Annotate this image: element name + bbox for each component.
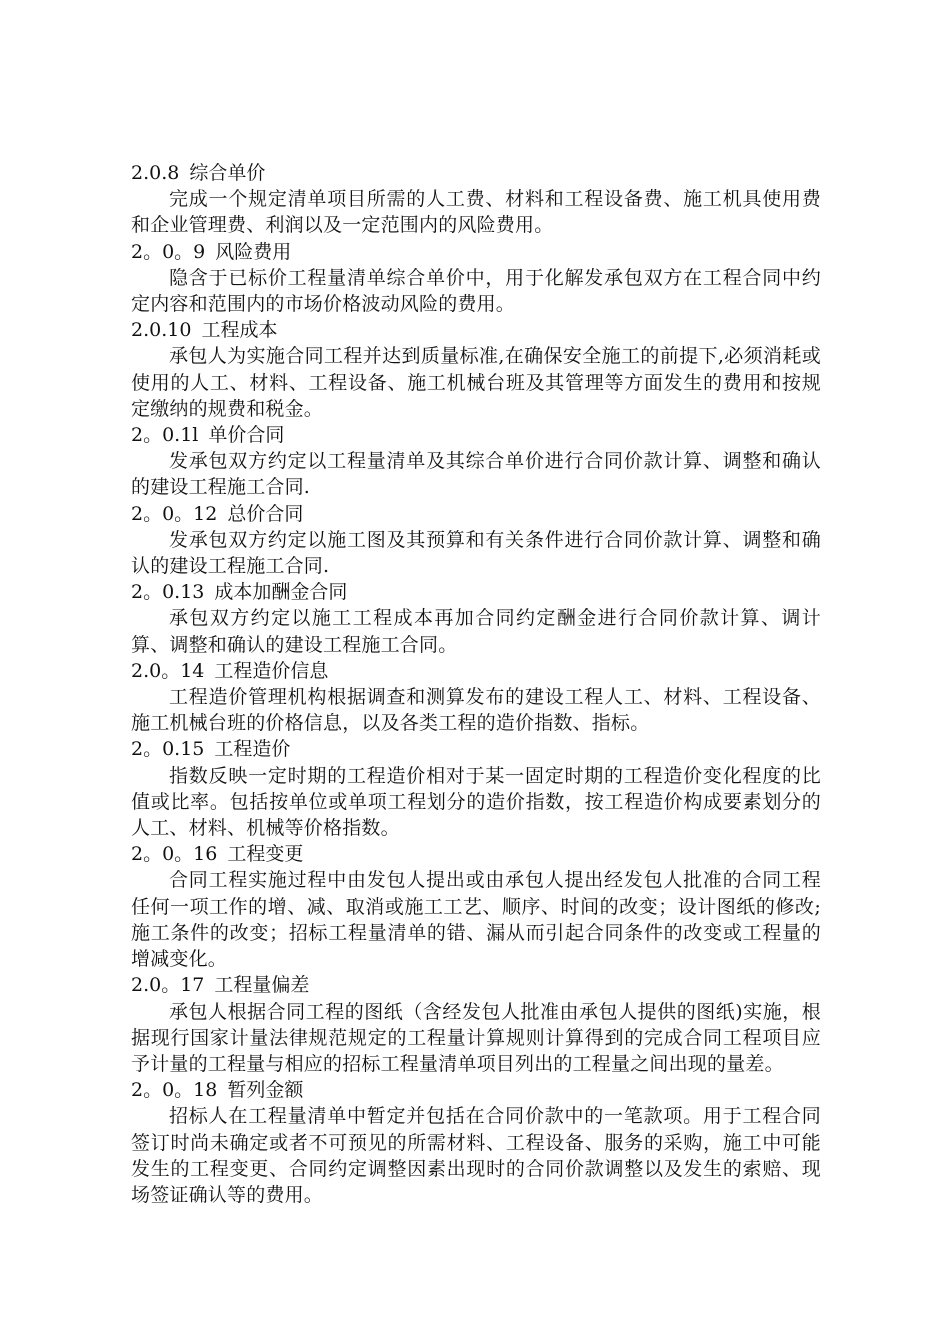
term-section (131, 160, 821, 239)
term-definition: 指数反映一定时期的工程造价相对于某一固定时期的工程造价变化程度的比值或比率。包括按单位或单项工程划分的造价指数，按工程造价构成要素划分的人工、材料、机械等价格指数。 (131, 764, 821, 840)
term-section (131, 422, 821, 501)
term-name: 总价合同 (227, 502, 304, 525)
term-name: 暂列金额 (227, 1079, 304, 1102)
term-number: 2。0。18 (131, 1079, 218, 1102)
term-heading (131, 501, 821, 527)
term-number: 2.0.10 (131, 319, 192, 342)
term-name: 成本加酬金合同 (214, 581, 348, 604)
term-section (131, 501, 821, 580)
term-name: 综合单价 (189, 162, 266, 184)
term-section (131, 317, 821, 422)
term-number: 2。0。9 (131, 240, 206, 263)
term-heading (131, 239, 821, 265)
term-section (131, 841, 821, 972)
term-heading (131, 841, 821, 867)
term-heading (131, 160, 821, 186)
term-name: 风险费用 (215, 240, 292, 263)
term-name: 工程造价 (214, 738, 291, 761)
term-section (131, 239, 821, 318)
term-number: 2.0。17 (131, 974, 205, 997)
term-definition: 合同工程实施过程中由发包人提出或由承包人提出经发包人批准的合同工程任何一项工作的增、减、取消或施工工艺、顺序、时间的改变；设计图纸的修改;施工条件的改变；招标工程量清单的错、漏从而引起合同条件的改变或工程量的增减变化。 (131, 869, 821, 971)
term-number: 2。0。12 (131, 502, 218, 525)
term-heading (131, 422, 821, 448)
term-number: 2。0.15 (131, 738, 205, 761)
term-number: 2。0.13 (131, 581, 205, 604)
term-heading (131, 658, 821, 684)
term-number: 2.0。14 (131, 659, 205, 682)
term-section (131, 1077, 821, 1208)
term-name: 工程造价信息 (214, 659, 329, 682)
term-heading (131, 736, 821, 762)
term-section (131, 972, 821, 1077)
term-name: 单价合同 (208, 424, 285, 447)
document-page (131, 160, 821, 1208)
term-heading (131, 1077, 821, 1103)
term-name: 工程变更 (227, 843, 304, 866)
term-number: 2。0。16 (131, 843, 218, 866)
term-section (131, 579, 821, 658)
term-definition: 承包人根据合同工程的图纸（含经发包人批准由承包人提供的图纸)实施，根据现行国家计量法律规范规定的工程量计算规则计算得到的完成合同工程项目应予计量的工程量与相应的招标工程量清单项目列出的工程量之间出现的量差。 (131, 1000, 821, 1075)
term-definition: 完成一个规定清单项目所需的人工费、材料和工程设备费、施工机具使用费和企业管理费、利润以及一定范围内的风险费用。 (131, 188, 821, 237)
term-number: 2.0.8 (131, 162, 180, 184)
term-definition: 工程造价管理机构根据调查和测算发布的建设工程人工、材料、工程设备、施工机械台班的价格信息，以及各类工程的造价指数、指标。 (131, 686, 821, 735)
term-definition: 发承包双方约定以施工图及其预算和有关条件进行合同价款计算、调整和确认的建设工程施工合同. (131, 528, 821, 578)
term-heading (131, 972, 821, 998)
term-name: 工程成本 (201, 319, 278, 342)
term-section (131, 736, 821, 841)
term-definition: 隐含于已标价工程量清单综合单价中，用于化解发承包双方在工程合同中约定内容和范围内的市场价格波动风险的费用。 (131, 266, 821, 316)
term-definition: 发承包双方约定以工程量清单及其综合单价进行合同价款计算、调整和确认的建设工程施工合同. (131, 450, 821, 499)
term-definition: 承包双方约定以施工工程成本再加合同约定酬金进行合同价款计算、调计算、调整和确认的建设工程施工合同。 (131, 607, 821, 656)
term-number: 2。0.1l (131, 424, 199, 447)
term-heading (131, 579, 821, 605)
term-name: 工程量偏差 (214, 974, 310, 997)
term-heading (131, 317, 821, 343)
term-definition: 承包人为实施合同工程并达到质量标准,在确保安全施工的前提下,必须消耗或使用的人工、材料、工程设备、施工机械台班及其管理等方面发生的费用和按规定缴纳的规费和税金。 (131, 345, 821, 420)
term-section (131, 658, 821, 737)
term-definition: 招标人在工程量清单中暂定并包括在合同价款中的一笔款项。用于工程合同签订时尚未确定或者不可预见的所需材料、工程设备、服务的采购，施工中可能发生的工程变更、合同约定调整因素出现时的合同价款调整以及发生的索赔、现场签证确认等的费用。 (131, 1105, 821, 1206)
